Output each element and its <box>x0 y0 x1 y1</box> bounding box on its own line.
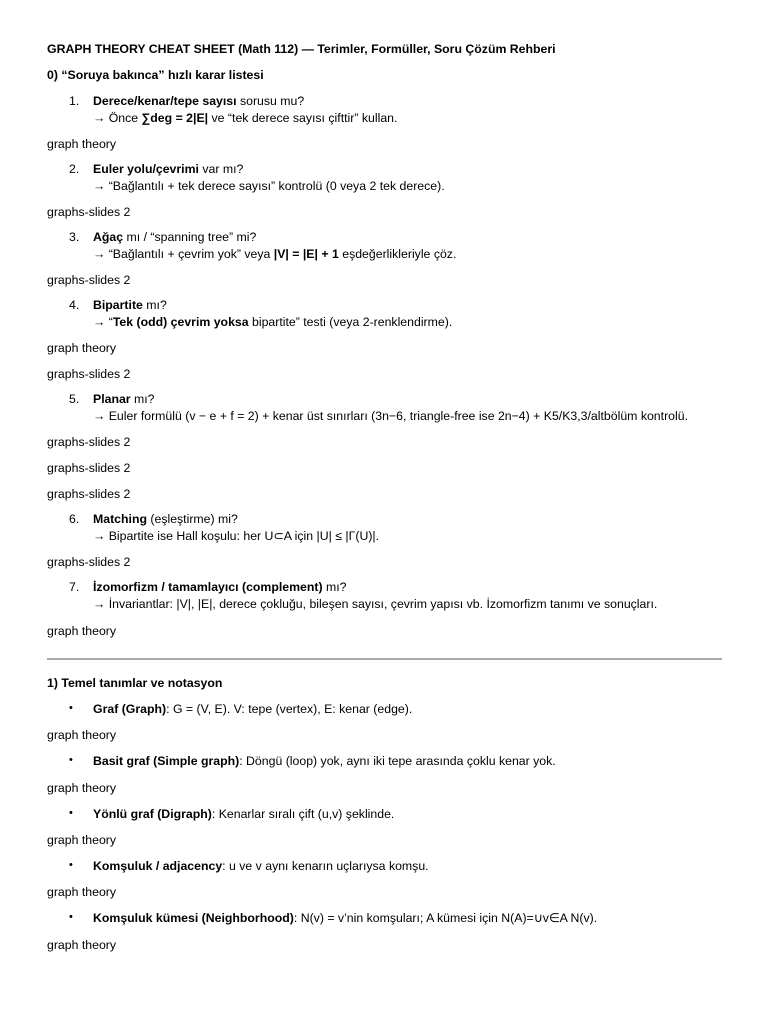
item-question: sorusu mu? <box>236 94 305 108</box>
item-keyword: İzomorfizm / tamamlayıcı (complement) <box>93 580 323 594</box>
item-keyword: Euler yolu/çevrimi <box>93 162 199 176</box>
source-label: graph theory <box>47 728 117 742</box>
item-hint-formula: Tek (odd) çevrim yoksa <box>112 314 249 329</box>
source-label: graph theory <box>47 137 117 151</box>
bullet-icon: • <box>69 859 73 871</box>
source-label: graphs-slides 2 <box>47 435 131 449</box>
term: Basit graf (Simple graph) <box>93 754 240 768</box>
item-question: mı / “spanning tree” mi? <box>123 230 257 244</box>
item-number: 7. <box>69 580 80 594</box>
section-divider <box>47 658 722 660</box>
item-keyword: Matching <box>93 512 147 526</box>
item-hint: → Önce <box>93 110 142 125</box>
item-hint: → Bipartite ise Hall koşulu: her U⊂A için |U| ≤ |Γ(U)|. <box>93 528 380 543</box>
term: Yönlü graf (Digraph) <box>93 807 212 821</box>
term-definition: : Kenarlar sıralı çift (u,v) şeklinde. <box>211 807 395 821</box>
source-label: graphs-slides 2 <box>47 461 131 475</box>
source-label: graphs-slides 2 <box>47 555 131 569</box>
item-number: 3. <box>69 230 80 244</box>
item-hint: → “Bağlantılı + tek derece sayısı” kontrolü (0 veya 2 tek derece). <box>93 178 445 193</box>
item-hint: → “ <box>93 314 113 329</box>
section-1-heading: 1) Temel tanımlar ve notasyon <box>47 676 223 690</box>
source-label: graphs-slides 2 <box>47 205 131 219</box>
item-keyword: Ağaç <box>93 230 124 244</box>
item-question: var mı? <box>198 162 244 176</box>
source-label: graph theory <box>47 938 117 952</box>
bullet-icon: • <box>69 702 73 714</box>
bullet-icon: • <box>69 911 73 923</box>
source-label: graphs-slides 2 <box>47 367 131 381</box>
source-label: graph theory <box>47 885 117 899</box>
source-label: graph theory <box>47 341 117 355</box>
item-keyword: Planar <box>93 392 131 406</box>
source-label: graphs-slides 2 <box>47 487 131 501</box>
item-question: (eşleştirme) mi? <box>146 512 238 526</box>
item-hint: → “Bağlantılı + çevrim yok” veya <box>93 246 274 261</box>
source-label: graphs-slides 2 <box>47 273 131 287</box>
document-title: GRAPH THEORY CHEAT SHEET (Math 112) — Terimler, Formüller, Soru Çözüm Rehberi <box>47 42 556 56</box>
item-hint-formula: ∑deg = 2|E| <box>141 110 209 125</box>
source-label: graph theory <box>47 781 117 795</box>
item-hint-formula: |V| = |E| + 1 <box>273 246 339 261</box>
item-hint-tail: ve “tek derece sayısı çifttir” kullan. <box>208 110 398 125</box>
item-question: mı? <box>322 580 347 594</box>
section-0-heading: 0) “Soruya bakınca” hızlı karar listesi <box>47 68 264 82</box>
source-label: graph theory <box>47 833 117 847</box>
item-keyword: Bipartite <box>93 298 143 312</box>
source-label: graph theory <box>47 624 117 638</box>
bullet-icon: • <box>69 807 73 819</box>
item-number: 6. <box>69 512 80 526</box>
item-number: 1. <box>69 94 80 108</box>
item-number: 4. <box>69 298 80 312</box>
item-number: 5. <box>69 392 80 406</box>
term: Komşuluk kümesi (Neighborhood) <box>93 911 294 925</box>
term: Graf (Graph) <box>93 702 167 716</box>
item-keyword: Derece/kenar/tepe sayısı <box>93 94 237 108</box>
item-number: 2. <box>69 162 80 176</box>
term-definition: : N(v) = v’nin komşuları; A kümesi için N(A)=∪v∈A N(v). <box>293 911 598 925</box>
item-hint: → İnvariantlar: |V|, |E|, derece çokluğu, bileşen sayısı, çevrim yapısı vb. İzomorfizm tanımı ve sonuçları. <box>93 596 658 611</box>
term: Komşuluk / adjacency <box>93 859 223 873</box>
item-hint: → Euler formülü (v − e + f = 2) + kenar üst sınırları (3n−6, triangle-free ise 2n−4) + K5/K3,3/altbölüm kontrolü. <box>93 408 688 423</box>
bullet-icon: • <box>69 754 73 766</box>
term-definition: : G = (V, E). V: tepe (vertex), E: kenar (edge). <box>166 702 413 716</box>
item-question: mı? <box>130 392 155 406</box>
item-hint-tail: eşdeğerlikleriyle çöz. <box>338 246 457 261</box>
term-definition: : u ve v aynı kenarın uçlarıysa komşu. <box>222 859 429 873</box>
term-definition: : Döngü (loop) yok, aynı iki tepe arasında çoklu kenar yok. <box>239 754 556 768</box>
item-question: mı? <box>142 298 167 312</box>
item-hint-tail: bipartite” testi (veya 2-renklendirme). <box>248 314 453 329</box>
